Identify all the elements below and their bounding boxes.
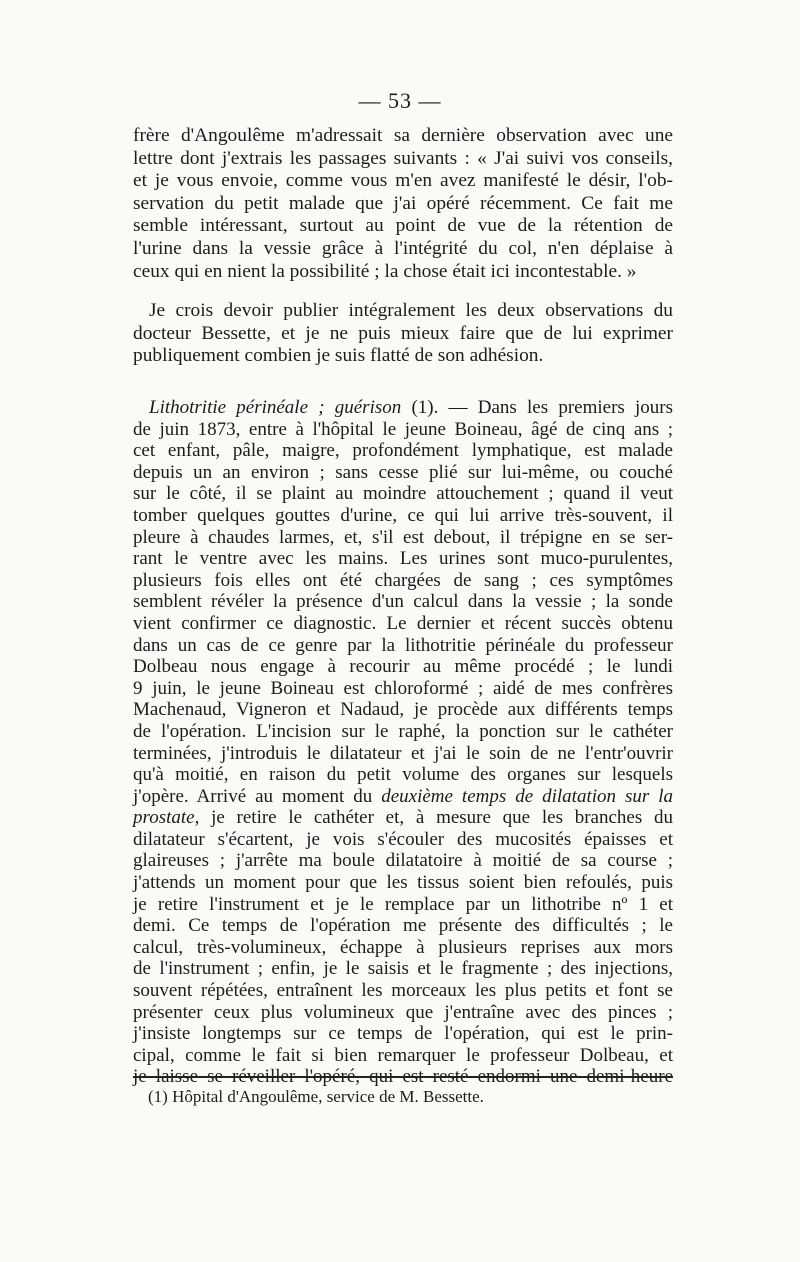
text-line: docteur Bessette, et je ne puis mieux faire que de lui exprimer [133,322,673,344]
text-line: ceux qui en nient la possibilité ; la chose était ici incontestable. » [133,260,637,282]
italic-phrase: deuxième temps de dilatation sur la [381,785,673,807]
text-line: lettre dont j'extrais les passages suivants : « J'ai suivi vos conseils, [133,147,673,169]
italic-phrase: prostate [133,807,195,829]
text-line: sur le côté, il se plaint au moindre attouchement ; quand il veut [133,483,673,505]
footnote-rule [133,1076,673,1078]
line-rest: , je retire le cathéter et, à mesure que les branches du [194,807,673,829]
text-line: je laisse se réveiller l'opéré, qui est resté endormi une demi-heure [133,1066,673,1088]
text-line: frère d'Angoulême m'adressait sa dernière observation avec une [133,125,673,146]
text-line: j'insiste longtemps sur ce temps de l'opération, qui est le prin- [133,1023,673,1045]
text-line: qu'à moitié, en raison du petit volume des organes sur lesquels [133,764,673,786]
text-line-italic [133,786,673,808]
text-line: Je crois devoir publier intégralement les deux observations du [149,300,673,321]
text-line: publiquement combien je suis flatté de son adhésion. [133,345,544,367]
line-start: j'opère. Arrivé au moment du [133,785,373,807]
text-line: plusieurs fois elles ont été chargées de sang ; ces symptômes [133,569,673,591]
text-line: de juin 1873, entre à l'hôpital le jeune Boineau, âgé de cinq ans ; [133,418,673,440]
text-line: de l'instrument ; enfin, je le saisis et le fragmente ; des injections, [133,958,673,980]
heading-rest: (1). — Dans les premiers jours [401,397,673,418]
text-line: souvent répétées, entraînent les morceaux les plus petits et font se [133,980,673,1002]
text-line: rant le ventre avec les mains. Les urines sont muco-purulentes, [133,548,673,570]
text-line-heading [133,397,673,419]
text-line: j'attends un moment pour que les tissus soient bien refoulés, puis [133,872,673,894]
paragraph-observation [133,397,673,1088]
text-line: semble intéressant, surtout au point de vue de la rétention de [133,215,673,237]
text-line: tomber quelques gouttes d'urine, ce qui lui arrive très-souvent, il [133,504,673,526]
text-line: terminées, j'introduis le dilatateur et j'ai le soin de ne l'entr'ouvrir [133,742,673,764]
text-line: et je vous envoie, comme vous m'en avez manifesté le désir, l'ob- [133,170,673,192]
text-line: cet enfant, pâle, maigre, profondément lymphatique, est malade [133,440,673,462]
paragraph-bessette [133,300,673,368]
text-line: semblent révéler la présence d'un calcul dans la vessie ; la sonde [133,591,673,613]
text-line: glaireuses ; j'arrête ma boule dilatatoire à moitié de sa course ; [133,850,673,872]
paragraph-continuation [133,125,673,283]
text-line: cipal, comme le fait si bien remarquer le professeur Dolbeau, et [133,1044,673,1066]
text-line: depuis un an environ ; sans cesse plié sur lui-même, ou couché [133,461,673,483]
text-line: vient confirmer ce diagnostic. Le dernier et récent succès obtenu [133,612,673,634]
text-line: calcul, très-volumineux, échappe à plusieurs reprises aux mors [133,936,673,958]
footnote: (1) Hôpital d'Angoulême, service de M. Bessette. [148,1087,484,1106]
text-line: pleure à chaudes larmes, et, s'il est debout, il trépigne en se ser- [133,526,673,548]
text-line: servation du petit malade que j'ai opéré récemment. Ce fait me [133,192,673,214]
text-line: Dolbeau nous engage à recourir au même procédé ; le lundi [133,656,673,678]
text-line: dans un cas de ce genre par la lithotritie périnéale du professeur [133,634,673,656]
text-line: je retire l'instrument et je le remplace par un lithotribe nº 1 et [133,893,673,915]
text-line: dilatateur s'écartent, je vois s'écouler des mucosités épaisses et [133,828,673,850]
text-line: de l'opération. L'incision sur le raphé, la ponction sur le cathéter [133,720,673,742]
text-line: Machenaud, Vigneron et Nadaud, je procède aux différents temps [133,699,673,721]
text-line: 9 juin, le jeune Boineau est chloroformé ; aidé de mes confrères [133,677,673,699]
text-line: demi. Ce temps de l'opération me présente des difficultés ; le [133,915,673,937]
text-line: présenter ceux plus volumineux que j'entraîne avec des pinces ; [133,1001,673,1023]
text-line: l'urine dans la vessie grâce à l'intégrité du col, n'en déplaise à [133,237,673,259]
page-number: — 53 — [358,88,442,113]
text-line-italic [133,807,673,829]
observation-heading: Lithotritie périnéale ; guérison [149,397,402,418]
